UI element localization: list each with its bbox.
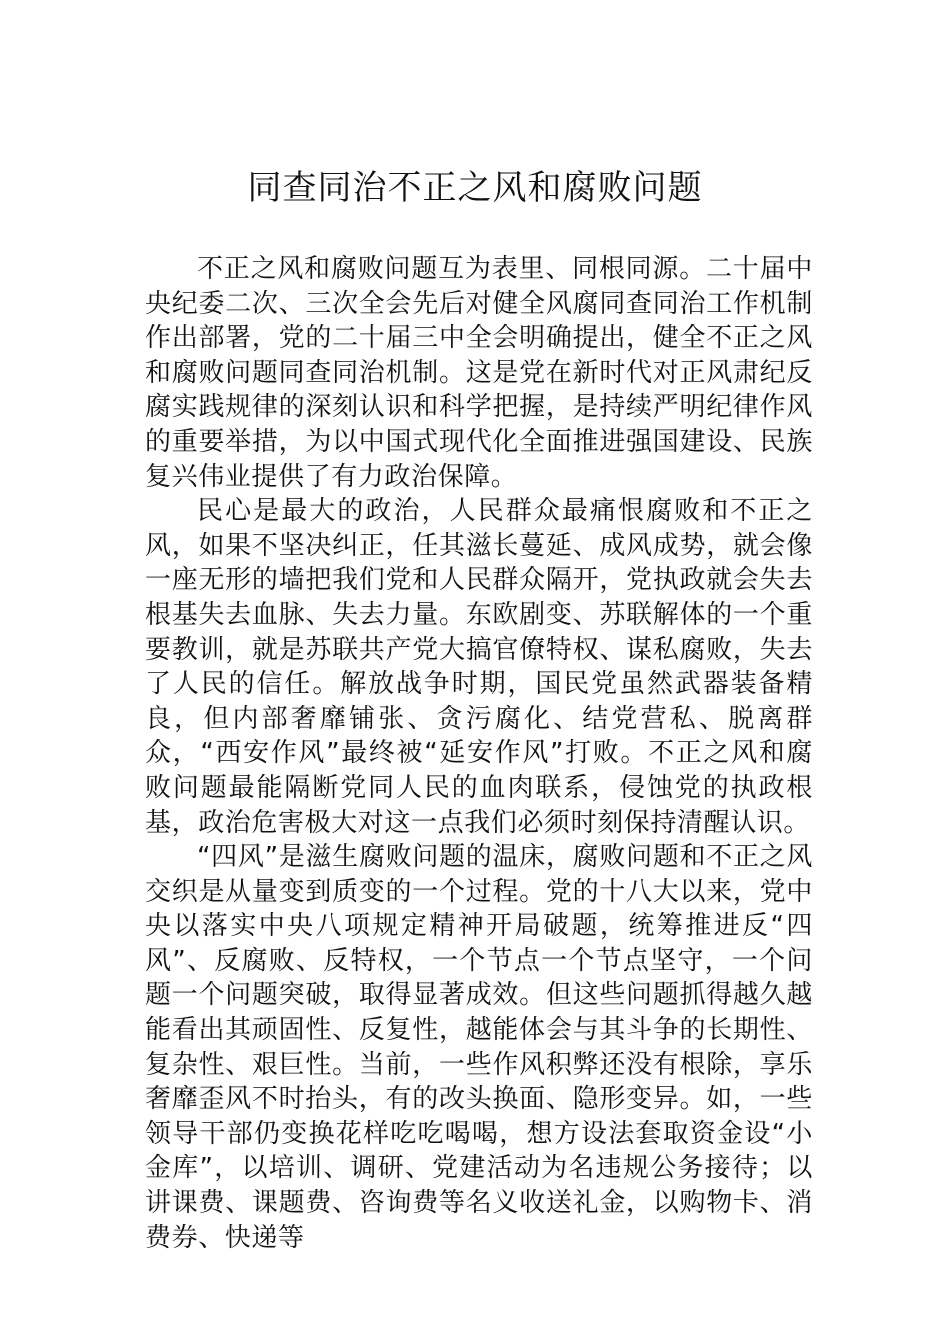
document-body [145,252,813,1255]
paragraph-1: 不正之风和腐败问题互为表里、同根同源。二十届中央纪委二次、三次全会先后对健全风腐同查同治工作机制作出部署，党的二十届三中全会明确提出，健全不正之风和腐败问题同查同治机制。这是党在新时代对正风肃纪反腐实践规律的深刻认识和科学把握，是持续严明纪律作风的重要举措，为以中国式现代化全面推进强国建设、民族复兴伟业提供了有力政治保障。 [145,254,813,492]
paragraph-3: “四风”是滋生腐败问题的温床，腐败问题和不正之风交织是从量变到质变的一个过程。党的十八大以来，党中央以落实中央八项规定精神开局破题，统筹推进反“四风”、反腐败、反特权，一个节点一个节点坚守，一个问题一个问题突破，取得显著成效。但这些问题抓得越久越能看出其顽固性、反复性，越能体会与其斗争的长期性、复杂性、艰巨性。当前，一些作风积弊还没有根除，享乐奢靡歪风不时抬头，有的改头换面、隐形变异。如，一些领导干部仍变换花样吃吃喝喝，想方设法套取资金设“小金库”，以培训、调研、党建活动为名违规公务接待；以讲课费、课题费、咨询费等名义收送礼金，以购物卡、消费券、快递等 [145,842,813,1253]
paragraph-2: 民心是最大的政治，人民群众最痛恨腐败和不正之风，如果不坚决纠正，任其滋长蔓延、成风成势，就会像一座无形的墙把我们党和人民群众隔开，党执政就会失去根基失去血脉、失去力量。东欧剧变、苏联解体的一个重要教训，就是苏联共产党大搞官僚特权、谋私腐败，失去了人民的信任。解放战争时期，国民党虽然武器装备精良，但内部奢靡铺张、贪污腐化、结党营私、脱离群众，“西安作风”最终被“延安作风”打败。不正之风和腐败问题最能隔断党同人民的血肉联系，侵蚀党的执政根基，政治危害极大对这一点我们必须时刻保持清醒认识。 [145,496,813,838]
document-title: 同查同治不正之风和腐败问题 [247,168,703,208]
